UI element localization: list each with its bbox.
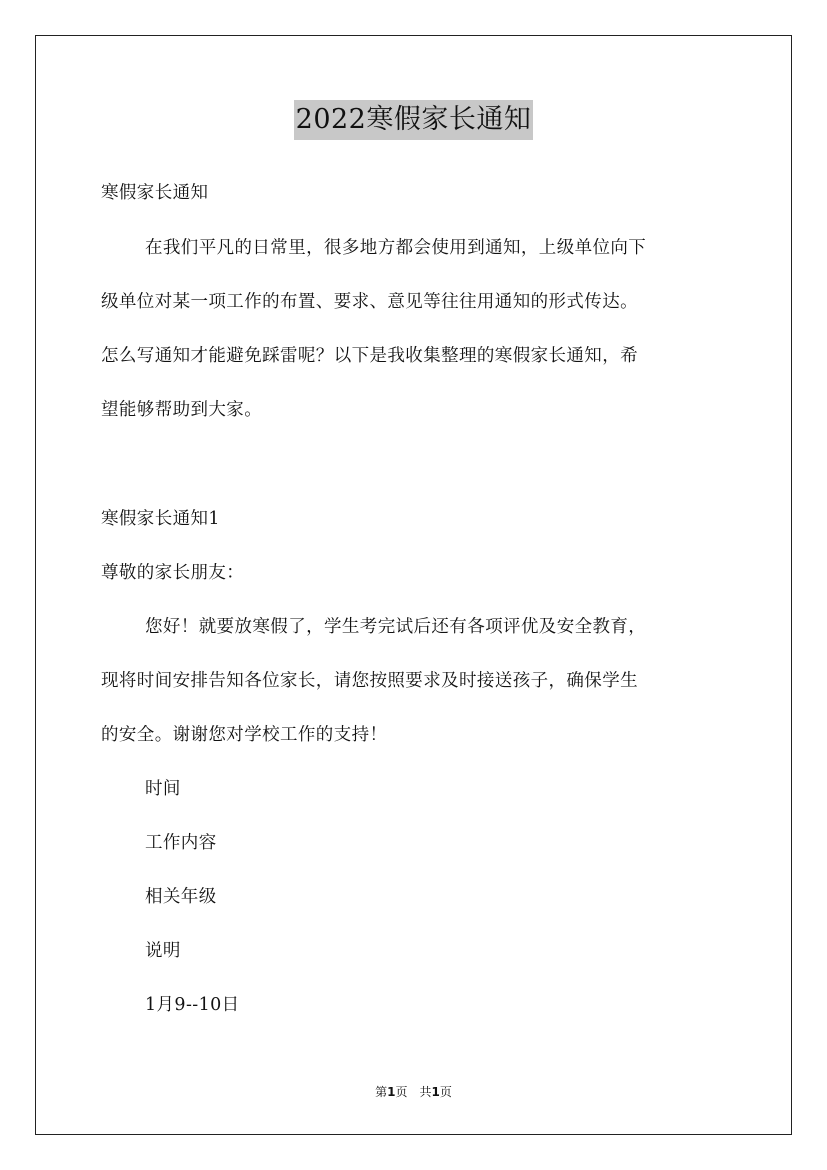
- table-item-notes: 说明: [145, 941, 181, 961]
- document-title: 2022寒假家长通知: [294, 100, 534, 140]
- section-title: 寒假家长通知1: [101, 509, 220, 529]
- table-item-date: 1月9--10日: [145, 995, 240, 1015]
- body-line-1: 您好！就要放寒假了，学生考完试后还有各项评优及安全教育，: [145, 617, 647, 637]
- page-current: 1: [387, 1085, 396, 1099]
- table-item-time: 时间: [145, 779, 181, 799]
- body-line-3: 的安全。谢谢您对学校工作的支持！: [101, 725, 388, 745]
- total-prefix: 共: [419, 1085, 432, 1099]
- intro-line-2: 级单位对某一项工作的布置、要求、意见等往往用通知的形式传达。: [101, 292, 638, 312]
- page-suffix: 页: [395, 1085, 408, 1099]
- salutation: 尊敬的家长朋友：: [101, 563, 245, 583]
- intro-line-1: 在我们平凡的日常里，很多地方都会使用到通知，上级单位向下: [145, 238, 647, 258]
- document-heading: 寒假家长通知: [101, 183, 209, 203]
- page-prefix: 第: [375, 1085, 388, 1099]
- intro-line-4: 望能够帮助到大家。: [101, 400, 263, 420]
- total-suffix: 页: [439, 1085, 452, 1099]
- intro-line-3: 怎么写通知才能避免踩雷呢？以下是我收集整理的寒假家长通知，希: [101, 346, 638, 366]
- page-footer: [0, 1084, 827, 1100]
- body-line-2: 现将时间安排告知各位家长，请您按照要求及时接送孩子，确保学生: [101, 671, 638, 691]
- table-item-grade: 相关年级: [145, 887, 217, 907]
- table-item-content: 工作内容: [145, 833, 217, 853]
- total-pages: 1: [431, 1085, 440, 1099]
- title-container: [0, 100, 827, 140]
